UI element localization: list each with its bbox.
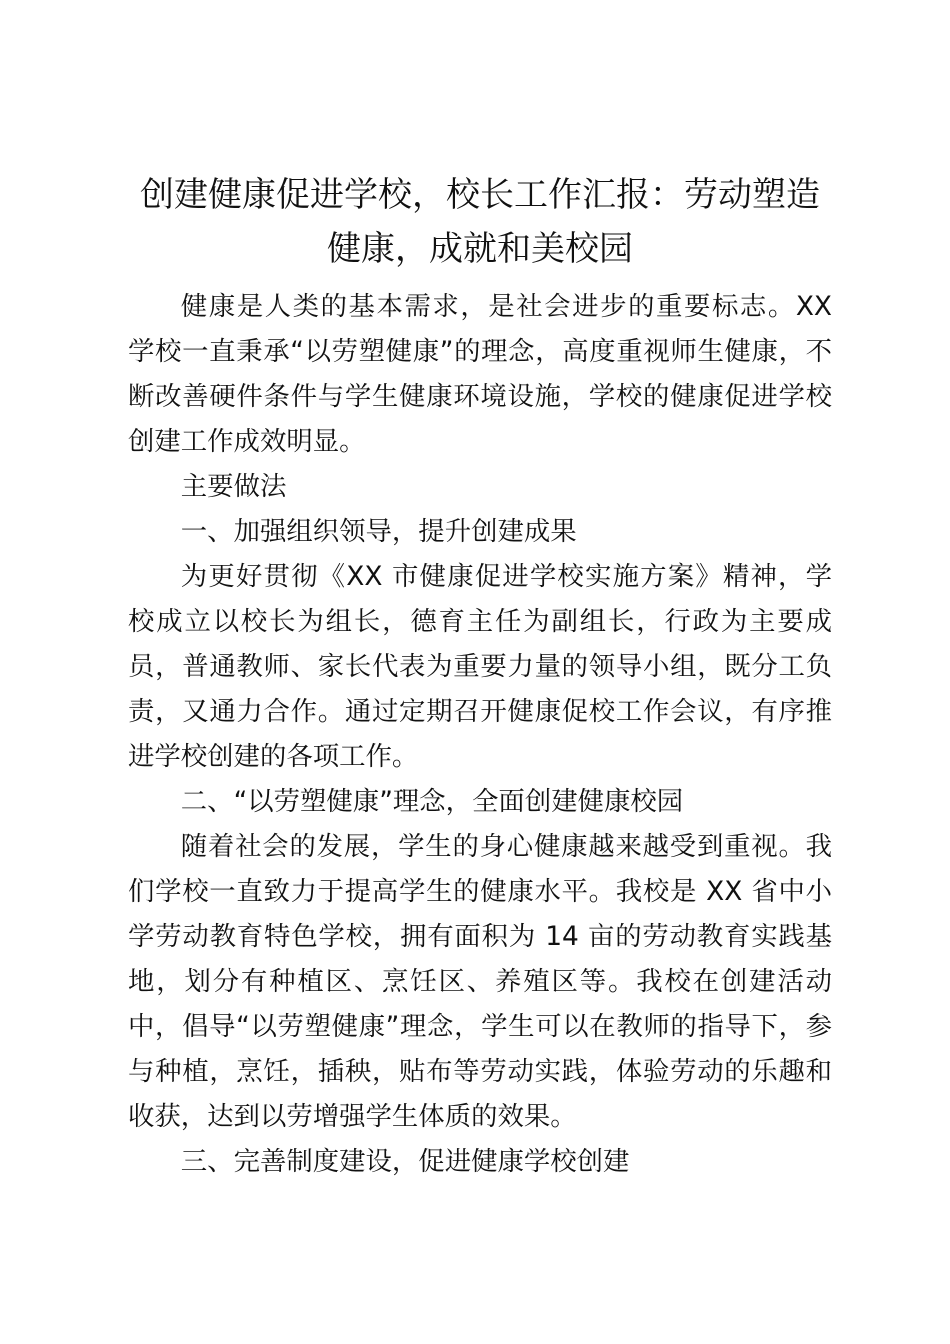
paragraph-1: 为更好贯彻《XX 市健康促进学校实施方案》精神，学校成立以校长为组长，德育主任为副组长，行政为主要成员，普通教师、家长代表为重要力量的领导小组，既分工负责，又通力合作。通过定期召开健康促校工作会议，有序推进学校创建的各项工作。 [128, 561, 832, 772]
document-title [128, 168, 832, 276]
intro-paragraph: 健康是人类的基本需求，是社会进步的重要标志。XX 学校一直秉承“以劳塑健康”的理念，高度重视师生健康，不断改善硬件条件与学生健康环境设施，学校的健康促进学校创建工作成效明显。 [128, 291, 832, 457]
heading-3: 三、完善制度建设，促进健康学校创建 [180, 1146, 630, 1177]
document-body [128, 168, 832, 1184]
paragraph-2: 随着社会的发展，学生的身心健康越来越受到重视。我们学校一直致力于提高学生的健康水平。我校是 XX 省中小学劳动教育特色学校，拥有面积为 14 亩的劳动教育实践基地，划分有种植区、烹饪区、养殖区等。我校在创建活动中，倡导“以劳塑健康”理念，学生可以在教师的指导下，参与种植，烹饪，插秧，贴布等劳动实践，体验劳动的乐趣和收获，达到以劳增强学生体质的效果。 [128, 831, 832, 1132]
heading-2: 二、“以劳塑健康”理念，全面创建健康校园 [180, 786, 684, 817]
title-spacer [128, 276, 832, 284]
title-line-2: 健康，成就和美校园 [327, 229, 633, 269]
title-line-1: 创建健康促进学校，校长工作汇报：劳动塑造 [140, 175, 820, 215]
section-main-heading: 主要做法 [180, 471, 287, 502]
heading-1: 一、加强组织领导，提升创建成果 [180, 516, 577, 547]
